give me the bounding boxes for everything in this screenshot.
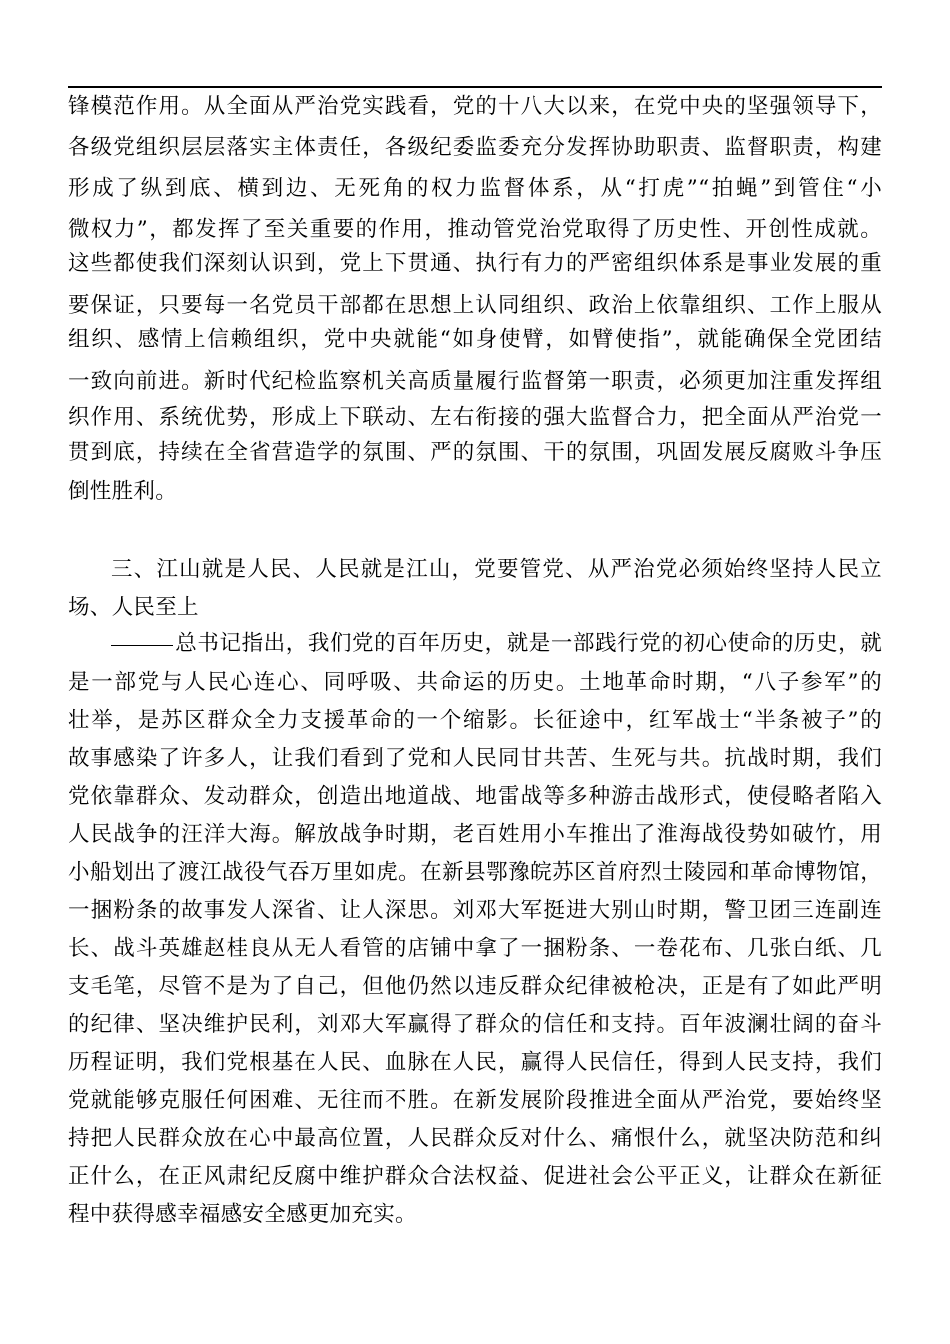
paragraph-line: 是一部党与人民心连心、同呼吸、共命运的历史。土地革命时期，“八子参军”的	[68, 670, 882, 695]
paragraph-line: 党就能够克服任何困难、无往而不胜。在新发展阶段推进全面从严治党，要始终坚	[68, 1088, 882, 1113]
paragraph-line: 的纪律、坚决维护民利，刘邓大军赢得了群众的信任和支持。百年波澜壮阔的奋斗	[68, 1012, 882, 1037]
section-heading: 场、人民至上	[68, 595, 199, 620]
paragraph-line: 故事感染了许多人，让我们看到了党和人民同甘共苦、生死与共。抗战时期，我们	[68, 746, 882, 771]
paragraph-line: 组织、感情上信赖组织，党中央就能“如身使臂，如臂使指”，就能确保全党团结	[68, 327, 882, 352]
header-rule	[68, 86, 882, 88]
paragraph-line: 这些都使我们深刻认识到，党上下贯通、执行有力的严密组织体系是事业发展的重	[68, 251, 882, 276]
paragraph-line: 小船划出了渡江战役气吞万里如虎。在新县鄂豫皖苏区首府烈士陵园和革命博物馆，	[68, 860, 882, 885]
paragraph-line: 持把人民群众放在心中最高位置，人民群众反对什么、痛恨什么，就坚决防范和纠	[68, 1126, 882, 1151]
paragraph-line: 一致向前进。新时代纪检监察机关高质量履行监督第一职责，必须更加注重发挥组	[68, 369, 882, 394]
paragraph-line: 壮举，是苏区群众全力支援革命的一个缩影。长征途中，红军战士“半条被子”的	[68, 708, 882, 733]
paragraph-line: 形成了纵到底、横到边、无死角的权力监督体系，从“打虎”“拍蝇”到管住“小	[68, 176, 882, 201]
paragraph-line: 倒性胜利。	[68, 479, 178, 504]
paragraph-line: 要保证，只要每一名党员干部都在思想上认同组织、政治上依靠组织、工作上服从	[68, 293, 882, 318]
blank-underline	[111, 644, 173, 646]
paragraph-line: 程中获得感幸福感安全感更加充实。	[68, 1202, 417, 1227]
paragraph-line: 锋模范作用。从全面从严治党实践看，党的十八大以来，在党中央的坚强领导下，	[68, 94, 882, 119]
paragraph-line: 支毛笔，尽管不是为了自己，但他仍然以违反群众纪律被枪决，正是有了如此严明	[68, 974, 882, 999]
paragraph-line: 党依靠群众、发动群众，创造出地道战、地雷战等多种游击战形式，使侵略者陷入	[68, 784, 882, 809]
paragraph-line: 一捆粉条的故事发人深省、让人深思。刘邓大军挺进大别山时期，警卫团三连副连	[68, 898, 882, 923]
paragraph-line: 微权力”，都发挥了至关重要的作用，推动管党治党取得了历史性、开创性成就。	[68, 217, 882, 242]
paragraph-line: 贯到底，持续在全省营造学的氛围、严的氛围、干的氛围，巩固发展反腐败斗争压	[68, 440, 882, 465]
section-heading: 三、江山就是人民、人民就是江山，党要管党、从严治党必须始终坚持人民立	[111, 557, 882, 582]
paragraph-text: 总书记指出，我们党的百年历史，就是一部践行党的初心使命的历史，就	[175, 631, 882, 656]
paragraph-line: 织作用、系统优势，形成上下联动、左右衔接的强大监督合力，把全面从严治党一	[68, 405, 882, 430]
paragraph-line: 历程证明，我们党根基在人民、血脉在人民，赢得人民信任，得到人民支持，我们	[68, 1050, 882, 1075]
paragraph-line: 长、战斗英雄赵桂良从无人看管的店铺中拿了一捆粉条、一卷花布、几张白纸、几	[68, 936, 882, 961]
paragraph-line: 正什么，在正风肃纪反腐中维护群众合法权益、促进社会公平正义，让群众在新征	[68, 1164, 882, 1189]
paragraph-line-first	[111, 628, 882, 660]
paragraph-line: 人民战争的汪洋大海。解放战争时期，老百姓用小车推出了淮海战役势如破竹，用	[68, 822, 882, 847]
paragraph-line: 各级党组织层层落实主体责任，各级纪委监委充分发挥协助职责、监督职责，构建	[68, 135, 882, 160]
